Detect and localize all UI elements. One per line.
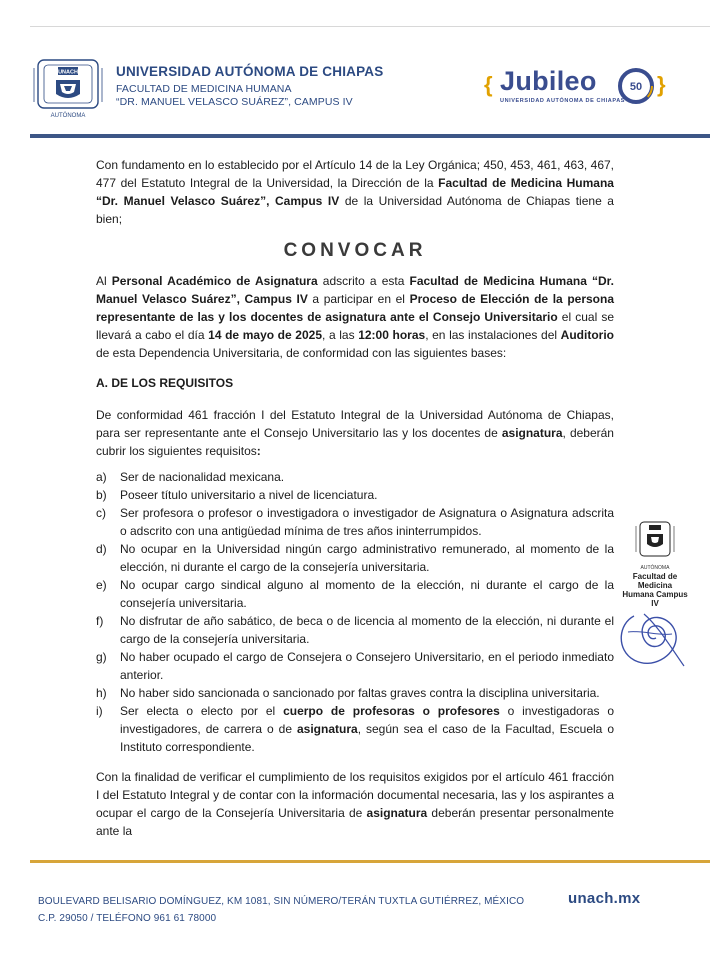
call-text-6: , en las instalaciones del (425, 328, 561, 342)
jubileo-number: 50 (629, 81, 643, 93)
jubileo-50-ring-icon (616, 66, 656, 106)
stamp-text (620, 572, 690, 608)
list-item (96, 612, 614, 648)
document-title: CONVOCAR (283, 240, 427, 261)
jubileo-right-bracket-icon: } (657, 72, 666, 97)
call-text-4: el cual se llevará a cabo el día (96, 310, 614, 342)
list-item-text: No disfrutar de año sabático, de beca o de licencia al momento de la elección, ni durante el cargo de la consejería universitaria. (120, 614, 614, 646)
footer-website: unach.mx (568, 890, 641, 907)
signature-icon (614, 606, 690, 676)
campus-name: “DR. MANUEL VELASCO SUÁREZ”, CAMPUS IV (116, 96, 353, 108)
list-item (96, 702, 614, 756)
req-i-text-2: o investigadoras o investigadores, de carrera o de (120, 704, 614, 736)
req-i-bold-2: asignatura (297, 722, 358, 736)
footer-divider (30, 860, 710, 863)
jubileo-logo (484, 66, 674, 110)
intro-text-1: Con fundamento en lo establecido por el Artículo 14 de la Ley Orgánica; 450, 453, 461, 463, 467, 477 del Estatuto Integral de la Universidad, la Dirección de la (96, 158, 614, 190)
list-item-letter: a) (96, 470, 107, 484)
list-item (96, 684, 614, 702)
page-top-line (30, 26, 710, 27)
call-text-1: Al (96, 274, 112, 288)
seal-caption: AUTÓNOMA (50, 113, 86, 119)
jubileo-subtitle: UNIVERSIDAD AUTÓNOMA DE CHIAPAS (500, 98, 626, 104)
footer-contact: C.P. 29050 / TELÉFONO 961 61 78000 (38, 913, 217, 924)
header-divider (30, 134, 710, 138)
intro-paragraph (96, 156, 614, 228)
list-item (96, 648, 614, 684)
closing-text-2: deberán presentar personalmente ante la (96, 806, 614, 838)
req-intro-bold-1: asignatura (501, 426, 563, 440)
list-item (96, 540, 614, 576)
list-item-letter: g) (96, 650, 107, 664)
faculty-name: FACULTAD DE MEDICINA HUMANA (116, 83, 292, 95)
jubileo-word: Jubileo (500, 66, 597, 96)
stamp-line-2: Medicina (637, 581, 673, 590)
call-paragraph (96, 272, 614, 362)
req-i-text-3: , según sea el caso de la Facultad, Escuela o Instituto correspondiente. (120, 722, 614, 754)
list-item-letter: i) (96, 704, 103, 718)
req-intro-text-2: , deberán cubrir los siguientes requisitos (96, 426, 614, 458)
intro-bold-1: Facultad de Medicina Humana “Dr. Manuel Velasco Suárez”, Campus IV (96, 176, 614, 208)
call-text-2: adscrito a esta (317, 274, 410, 288)
call-time: 12:00 horas (358, 328, 426, 342)
list-item-text: No ocupar en la Universidad ningún cargo administrativo remunerado, al momento de la elección, ni durante el cargo de la consejería universitaria. (120, 542, 614, 574)
call-text-3: a participar en el (307, 292, 410, 306)
list-item-text: No ocupar cargo sindical alguno al momento de la elección, ni durante el cargo de la consejería universitaria. (120, 578, 614, 610)
req-intro-text-1: De conformidad 461 fracción I del Estatuto Integral de la Universidad Autónoma de Chiapas, para ser representante ante el Consejo Universitario las y los docentes de (96, 408, 614, 440)
list-item-text: No haber ocupado el cargo de Consejera o Consejero Universitario, en el periodo inmediato anterior. (120, 650, 614, 682)
list-item-letter: c) (96, 506, 106, 520)
closing-bold-1: asignatura (366, 806, 428, 820)
requirements-list (96, 468, 614, 756)
list-item (96, 486, 614, 504)
faculty-stamp (620, 520, 690, 680)
footer-address: BOULEVARD BELISARIO DOMÍNGUEZ, KM 1081, SIN NÚMERO/TERÁN TUXTLA GUTIÉRREZ, MÉXICO (38, 896, 525, 907)
university-name: UNIVERSIDAD AUTÓNOMA DE CHIAPAS (116, 64, 384, 79)
list-item-letter: h) (96, 686, 107, 700)
list-item-text: Ser profesora o profesor o investigadora o investigador de Asignatura o Asignatura adscrita o adscrito con una antigüedad mínima de tres años ininterrumpidos. (120, 506, 614, 538)
stamp-line-3: Humana Campus (622, 590, 688, 599)
call-bold-2: Facultad de Medicina Humana “Dr. Manuel Velasco Suárez”, Campus IV (96, 274, 614, 306)
list-item (96, 504, 614, 540)
stamp-line-1: Facultad de (632, 572, 678, 581)
section-heading-requisitos: A. DE LOS REQUISITOS (96, 376, 234, 390)
call-text-5: , a las (322, 328, 359, 342)
list-item-text (120, 702, 614, 756)
jubileo-left-bracket-icon: { (484, 72, 493, 97)
list-item-letter: d) (96, 542, 107, 556)
closing-text-1: Con la finalidad de verificar el cumplimiento de los requisitos exigidos por el artículo 461 fracción I del Estatuto Integral y de contar con la información documental necesaria, las y los aspirantes a ocupar el cargo de la Consejería Universitaria de (96, 770, 614, 820)
list-item-letter: b) (96, 488, 107, 502)
call-venue: Auditorio (560, 328, 614, 342)
closing-paragraph (96, 768, 614, 840)
list-item-letter: f) (96, 614, 104, 628)
call-bold-1: Personal Académico de Asignatura (111, 274, 318, 288)
call-date: 14 de mayo de 2025 (208, 328, 322, 342)
list-item (96, 576, 614, 612)
stamp-line-4: IV (651, 599, 659, 608)
stamp-caption: AUTÓNOMA (640, 565, 670, 571)
seal-mark: UNACH (58, 69, 78, 76)
intro-text-2: de la Universidad Autónoma de Chiapas tiene a bien; (96, 194, 614, 226)
req-i-bold-1: cuerpo de profesoras o profesores (283, 704, 500, 718)
call-bold-3: Proceso de Elección de la persona representante de las y los docentes de asignatura ante el Consejo Universitario (96, 292, 615, 324)
list-item-text: Poseer título universitario a nivel de licenciatura. (120, 488, 378, 502)
req-i-text-1: Ser electa o electo por el (120, 704, 284, 718)
list-item-text: No haber sido sancionada o sancionado por faltas graves contra la disciplina universitaria. (120, 686, 600, 700)
requirements-intro (96, 406, 614, 460)
university-seal-icon (30, 58, 106, 120)
call-text-7: de esta Dependencia Universitaria, de conformidad con las siguientes bases: (96, 346, 507, 360)
header-text (116, 64, 383, 109)
req-intro-bold-2: : (256, 444, 261, 458)
list-item-letter: e) (96, 578, 107, 592)
document-body (96, 156, 614, 840)
stamp-seal-icon (634, 520, 676, 564)
list-item-text: Ser de nacionalidad mexicana. (120, 470, 285, 484)
footer-address-block (38, 893, 524, 927)
list-item (96, 468, 614, 486)
